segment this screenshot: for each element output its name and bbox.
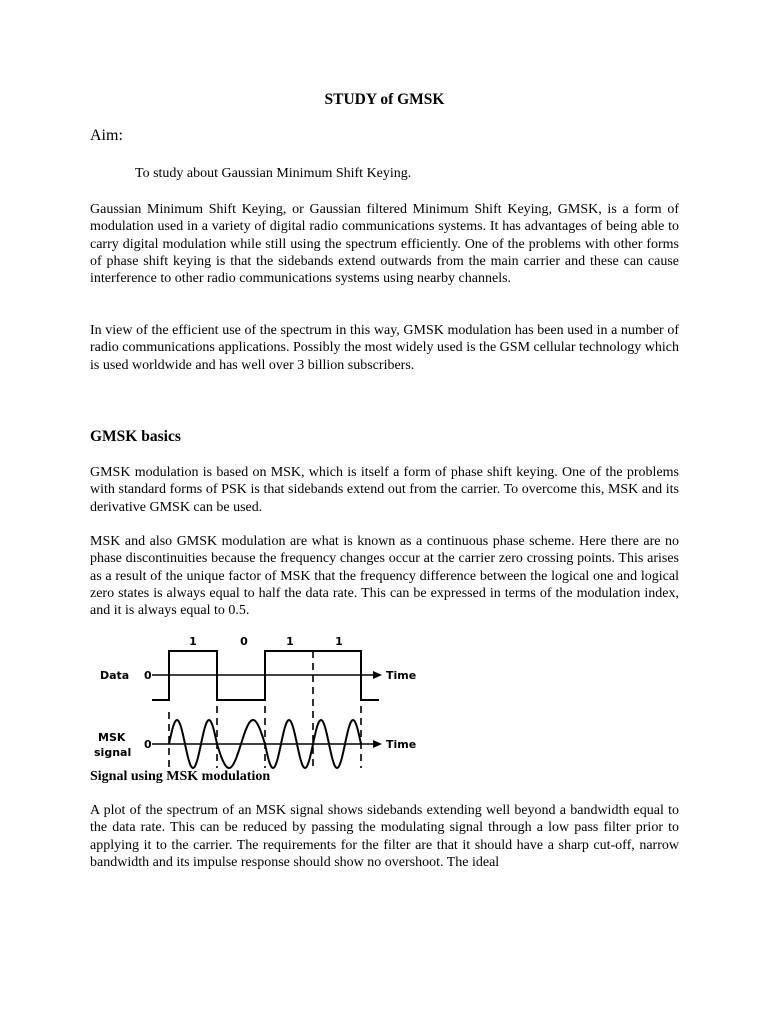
section-heading-gmsk-basics: GMSK basics [90, 428, 181, 445]
basics-paragraph-1: GMSK modulation is based on MSK, which is itself a form of phase shift keying. One of the problems with standard forms of PSK is that sidebands extend out from the carrier. To overcome this, MSK and its derivative GMSK can be used. [90, 465, 679, 515]
zero-label-msk: 0 [144, 738, 152, 751]
bit-label: 1 [286, 635, 294, 648]
bit-label: 0 [240, 635, 248, 648]
aim-text: To study about Gaussian Minimum Shift Keying. [135, 166, 412, 181]
msk-label: MSK [98, 731, 126, 744]
aim-heading: Aim: [90, 127, 123, 144]
time-label-msk: Time [386, 738, 417, 751]
data-axis-arrow [373, 671, 382, 679]
bit-label: 1 [335, 635, 343, 648]
closing-paragraph: A plot of the spectrum of an MSK signal shows sidebands extending well beyond a bandwidth equal to the data rate. This can be reduced by passing the modulating signal through a low pass filter prior to applying it to the carrier. The requirements for the filter are that it should have a sharp cut-off, narrow bandwidth and its impulse response should show no overshoot. The ideal [90, 803, 679, 870]
intro-paragraph-2: In view of the efficient use of the spectrum in this way, GMSK modulation has been used in a number of radio communications applications. Possibly the most widely used is the GSM cellular technology which is used worldwide and has well over 3 billion subscribers. [90, 323, 679, 373]
data-label: Data [100, 669, 130, 682]
msk-axis-arrow [373, 740, 382, 748]
bit-label: 1 [189, 635, 197, 648]
intro-paragraph-1: Gaussian Minimum Shift Keying, or Gaussian filtered Minimum Shift Keying, GMSK, is a form of modulation used in a variety of digital radio communications systems. It has advantages of being able to carry digital modulation while still using the spectrum efficiently. One of the problems with other forms of phase shift keying is that the sidebands extend outwards from the main carrier and these can cause interference to other radio communications systems using nearby channels. [90, 202, 679, 287]
document-title: STUDY of GMSK [324, 91, 445, 108]
time-label-data: Time [386, 669, 417, 682]
signal-label: signal [94, 746, 132, 759]
basics-paragraph-2: MSK and also GMSK modulation are what is known as a continuous phase scheme. Here there are no phase discontinuities because the frequency changes occur at the carrier zero crossing points. This arises as a result of the unique factor of MSK that the frequency difference between the logical one and logical zero states is always equal to half the data rate. This can be expressed in terms of the modulation index, and it is always equal to 0.5. [90, 534, 679, 619]
zero-label-data: 0 [144, 669, 152, 682]
msk-signal-figure [90, 630, 430, 775]
figure-caption: Signal using MSK modulation [90, 769, 271, 784]
msk-diagram [90, 630, 430, 770]
